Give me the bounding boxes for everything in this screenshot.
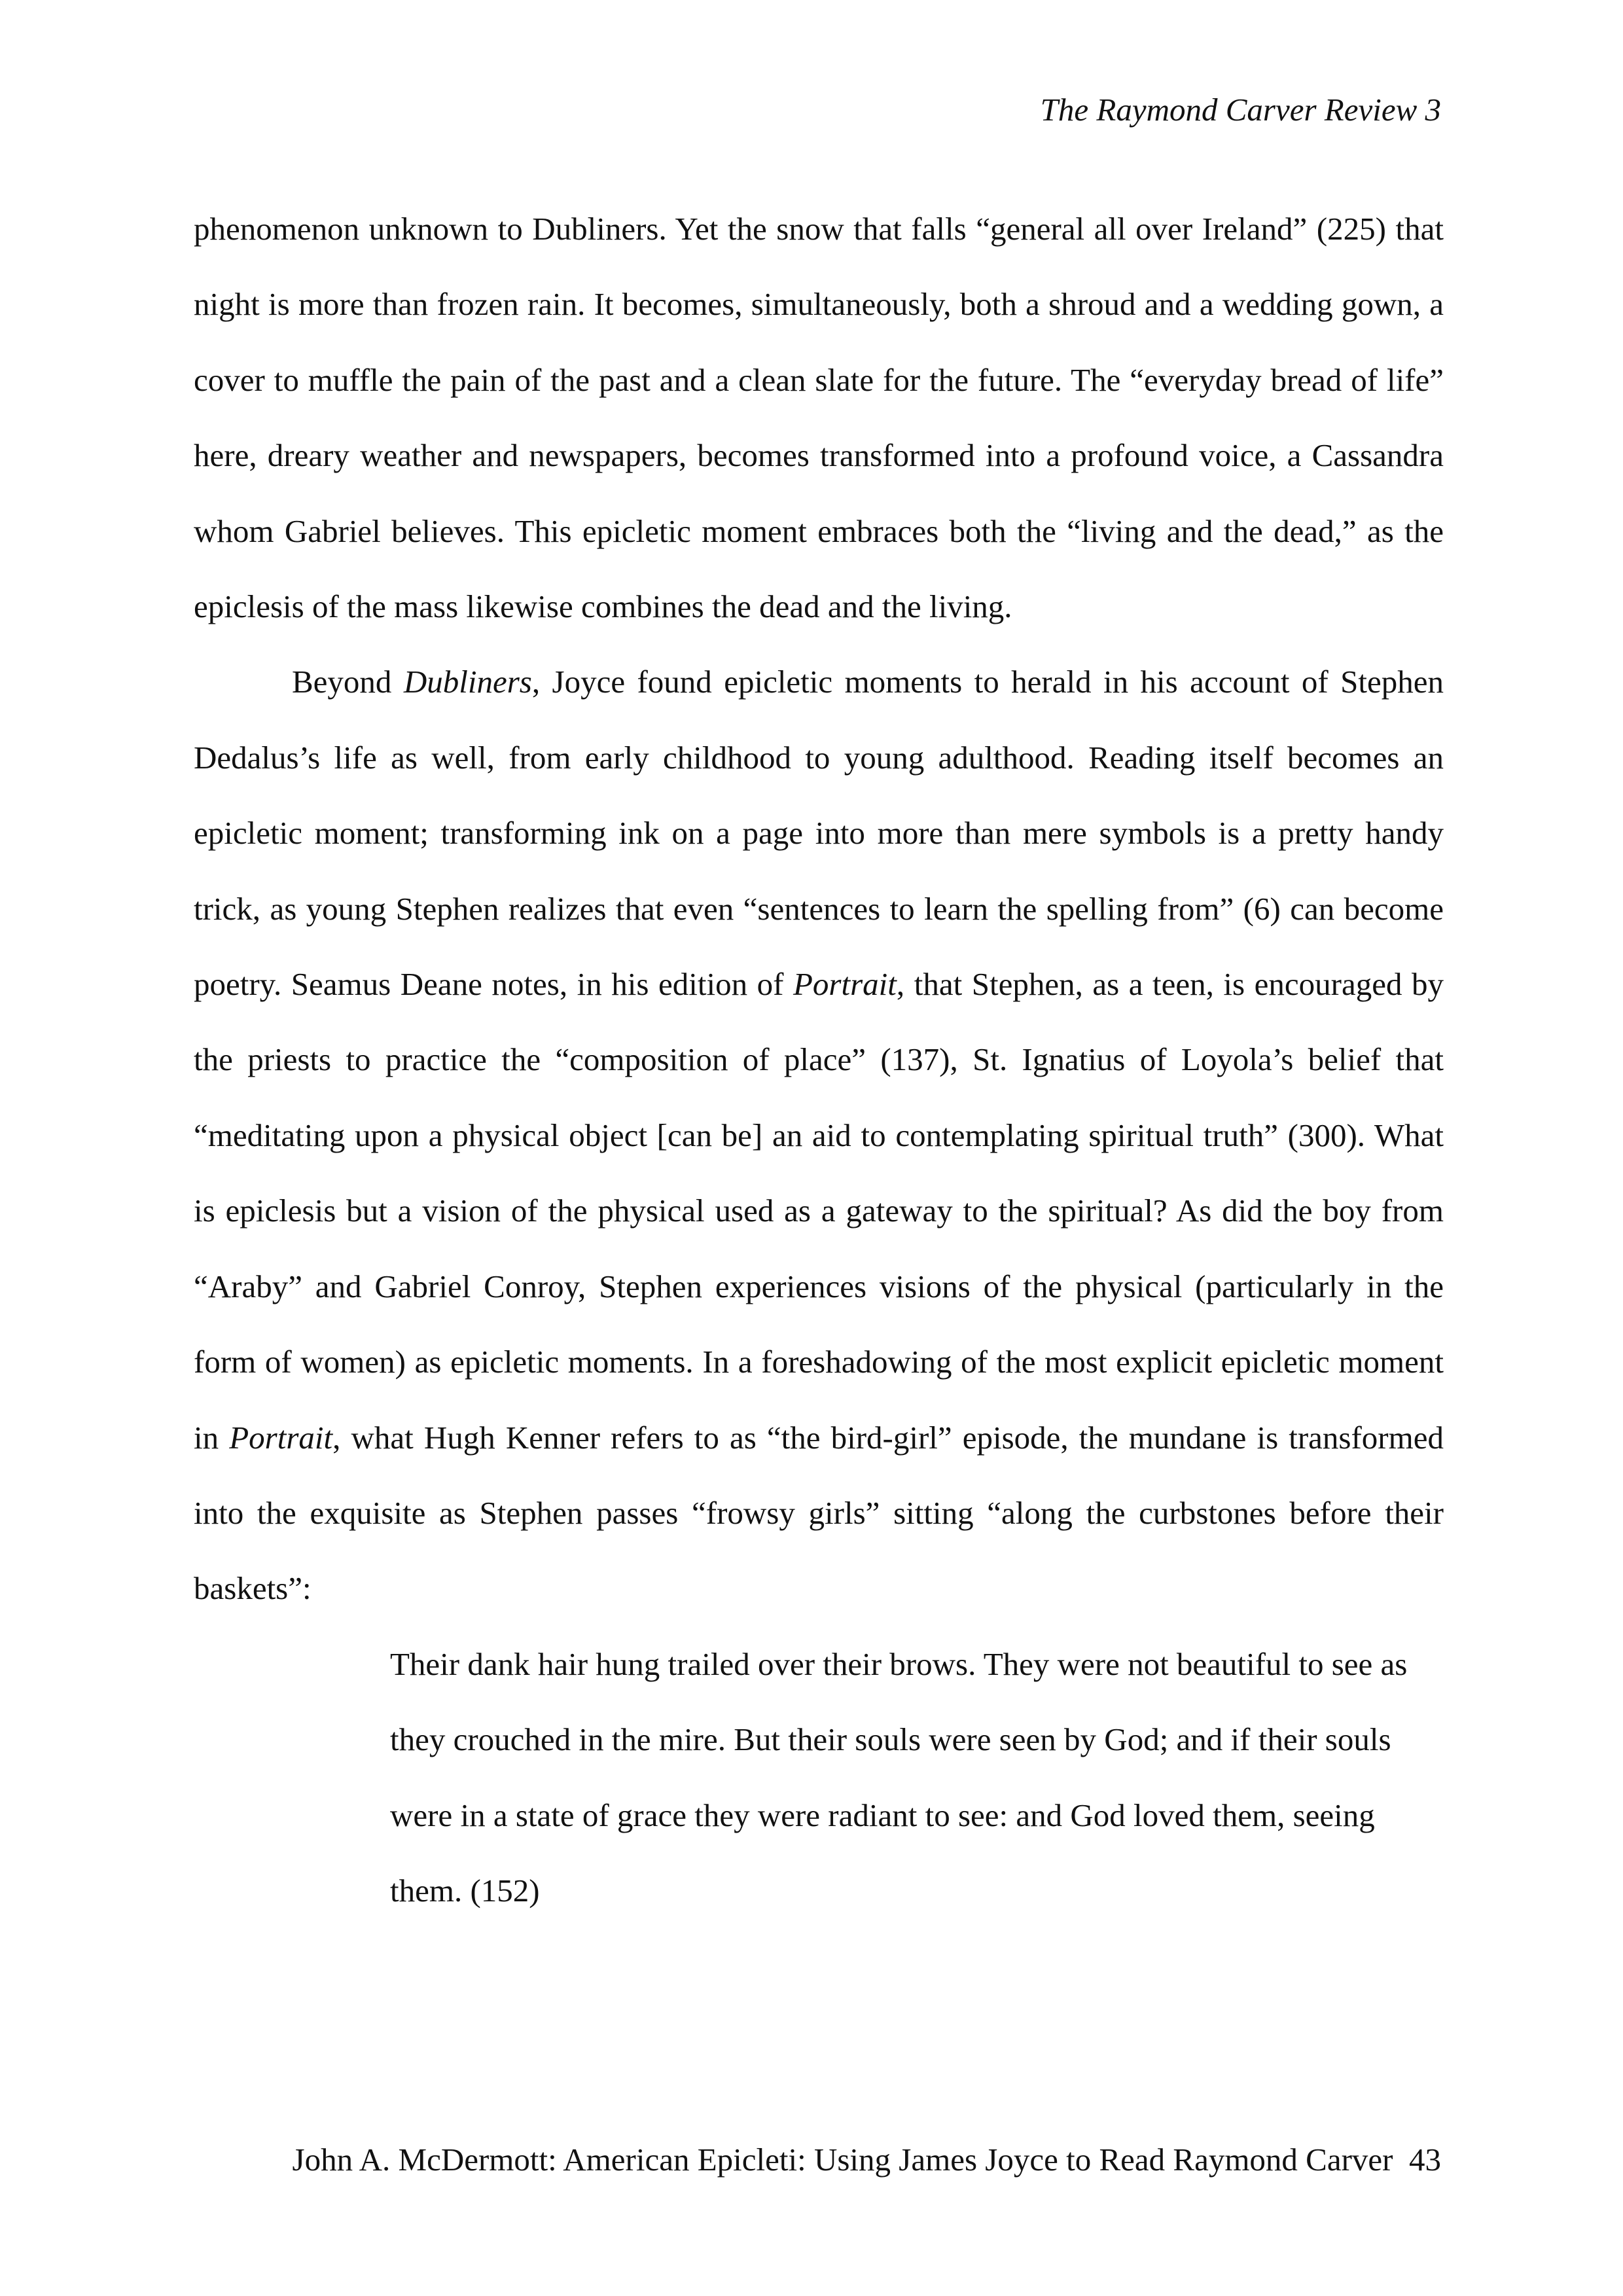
paragraph-text-segment: , Joyce found epicletic moments to herald in his account of Stephen Dedalus’s life as well, from early childhood to young adulthood. Reading itself becomes an epicletic moment; transforming ink on a page into more than mere symbols is a pretty handy trick, as young Stephen realizes that even “sentences to learn the spelling from” (6) can become poetry. Seamus Deane notes, in his edition of <box>194 664 1444 1003</box>
paragraph-beyond-dubliners <box>194 644 1444 1626</box>
footer-citation: John A. McDermott: American Epicleti: Using James Joyce to Read Raymond Carver <box>292 2142 1393 2178</box>
title-dubliners: Dubliners <box>403 664 532 700</box>
running-header-title: The Raymond Carver Review 3 <box>1040 92 1441 128</box>
title-portrait: Portrait <box>229 1419 333 1456</box>
block-quote: Their dank hair hung trailed over their brows. They were not beautiful to see as they crouched in the mire. But their souls were seen by God; and if their souls were in a state of grace they were radiant to see: and God loved them, seeing them. (152) <box>390 1645 1408 1909</box>
paragraph-text-segment: , what Hugh Kenner refers to as “the bird-girl” episode, the mundane is transformed into the exquisite as Stephen passes “frowsy girls” sitting “along the curbstones before their baskets”: <box>194 1419 1444 1607</box>
paragraph-text-segment: , that Stephen, as a teen, is encouraged by the priests to practice the “composition of place” (137), St. Ignatius of Loyola’s belief that “meditating upon a physical object [can be] an aid to contemplating spiritual truth” (300). What is epiclesis but a vision of the physical used as a gateway to the spiritual? As did the boy from “Araby” and Gabriel Conroy, Stephen experiences visions of the physical (particularly in the form of women) as epicletic moments. In a foreshadowing of the most explicit epicletic moment in <box>194 966 1444 1456</box>
paragraph-continuation: phenomenon unknown to Dubliners. Yet the snow that falls “general all over Ireland” (225) that night is more than frozen rain. It becomes, simultaneously, both a shroud and a wedding gown, a cover to muffle the pain of the past and a clean slate for the future. The “everyday bread of life” here, dreary weather and newspapers, becomes transformed into a profound voice, a Cassandra whom Gabriel believes. This epicletic moment embraces both the “living and the dead,” as the epiclesis of the mass likewise combines the dead and the living. <box>194 211 1444 625</box>
running-header <box>1041 94 1441 126</box>
running-footer <box>293 2144 1441 2176</box>
paragraph-text-segment: Beyond <box>292 664 404 700</box>
title-portrait: Portrait <box>793 966 897 1003</box>
article-body <box>194 191 1444 1928</box>
page-number: 43 <box>1409 2142 1441 2178</box>
